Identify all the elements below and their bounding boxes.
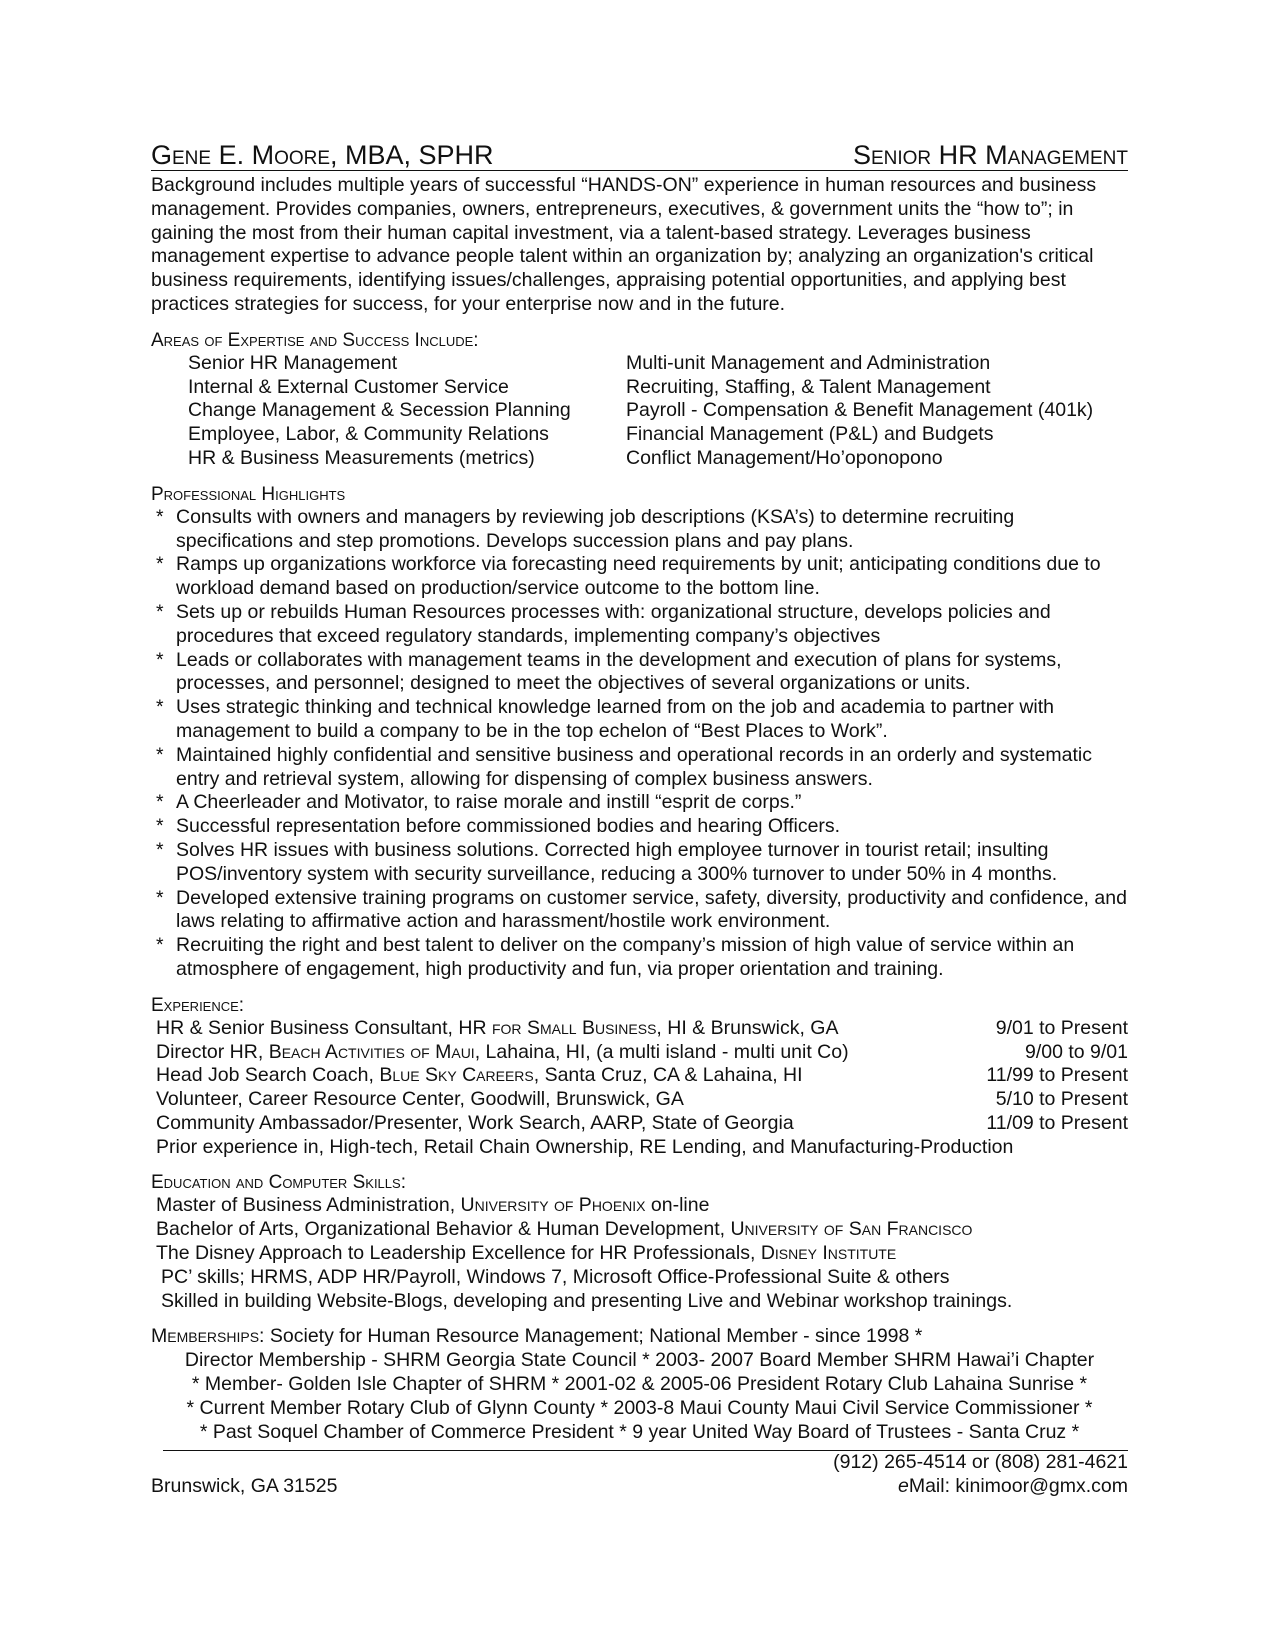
education-institution: Disney Institute <box>760 1242 897 1265</box>
experience-dates: 9/01 to Present <box>995 1016 1128 1039</box>
memberships-first-text: Society for Human Resource Management; National Member - since 1998 * <box>264 1325 923 1348</box>
highlight-item <box>151 791 1128 815</box>
experience-row <box>151 1064 1128 1088</box>
contact-email[interactable] <box>833 1475 1128 1499</box>
highlight-item <box>151 506 1128 554</box>
experience-row <box>151 1041 1128 1065</box>
highlight-item <box>151 934 1128 982</box>
highlight-text: Consults with owners and managers by reviewing job descriptions (KSA’s) to determine recruiting specifications and step promotions. Develops succession plans and pay plans. <box>176 505 1015 552</box>
expertise-item: Employee, Labor, & Community Relations <box>188 423 549 446</box>
highlight-item <box>151 815 1128 839</box>
education-heading: Education and Computer Skills: <box>151 1172 406 1194</box>
experience-row <box>151 1017 1128 1041</box>
resume-header <box>151 140 1128 171</box>
candidate-name: Gene E. Moore, MBA, SPHR <box>151 140 494 170</box>
memberships-heading: Memberships: <box>151 1325 265 1348</box>
expertise-item: Financial Management (P&L) and Budgets <box>626 423 994 446</box>
experience-location: , Santa Cruz, CA & Lahaina, HI <box>533 1064 803 1087</box>
bullet-star: * <box>156 648 164 671</box>
highlight-text: Leads or collaborates with management teams in the development and execution of plans for systems, processes, and personnel; designed to meet the objectives of several organizations or units. <box>176 648 1062 695</box>
bullet-star: * <box>156 934 164 957</box>
experience-dates: 11/99 to Present <box>986 1064 1128 1087</box>
bullet-star: * <box>156 815 164 838</box>
expertise-item: Multi-unit Management and Administration <box>626 351 991 374</box>
expertise-item: Internal & External Customer Service <box>188 375 509 398</box>
experience-org: Blue Sky Careers <box>379 1064 534 1087</box>
highlight-text: Uses strategic thinking and technical knowledge learned from on the job and academia to partner with management to build a company to be in the top echelon of “Best Places to Work”. <box>176 696 1055 742</box>
experience-role: Head Job Search Coach, <box>156 1064 380 1087</box>
highlight-item <box>151 696 1128 744</box>
expertise-grid <box>151 352 1128 471</box>
highlight-item <box>151 649 1128 697</box>
education-institution: University of San Francisco <box>730 1218 973 1241</box>
experience-position <box>156 1017 838 1041</box>
experience-dates: 5/10 to Present <box>995 1088 1128 1111</box>
highlight-text: Solves HR issues with business solutions. Corrected high employee turnover in tourist retail; insulting POS/inventory system with security surveillance, reducing a 300% turnover to under 50% in 4 months. <box>176 838 1058 885</box>
education-list <box>151 1194 1128 1313</box>
experience-location: , HI & Brunswick, GA <box>656 1016 839 1039</box>
experience-list <box>151 1017 1128 1136</box>
education-row <box>151 1242 1128 1266</box>
contact-footer <box>151 1451 1128 1499</box>
membership-line: * Current Member Rotary Club of Glynn County * 2003-8 Maui County Maui Civil Service Commissioner * <box>186 1396 1093 1419</box>
bullet-star: * <box>156 791 164 814</box>
highlight-text: Developed extensive training programs on customer service, safety, diversity, productivity and confidence, and laws relating to affirmative action and harassment/hostile work environment. <box>176 886 1127 933</box>
experience-heading: Experience: <box>151 994 245 1016</box>
experience-dates: 9/00 to 9/01 <box>1024 1040 1128 1063</box>
email-prefix: e <box>897 1475 909 1498</box>
summary-paragraph: Background includes multiple years of successful “HANDS-ON” experience in human resources and business management. Provides companies, owners, entrepreneurs, executives, & government units the “how to”; in gaining the most from their human capital investment, via a talent-based strategy. Leverages business management expertise to advance people talent within an organization by; analyzing an organization's critical business requirements, identifying issues/challenges, appraising potential opportunities, and applying best practices strategies for success, for your enterprise now and in the future. <box>151 174 1097 315</box>
memberships-first-line <box>151 1325 1128 1349</box>
expertise-item: Senior HR Management <box>188 351 398 374</box>
experience-row <box>151 1112 1128 1136</box>
highlights-list <box>151 506 1128 982</box>
membership-line: Director Membership - SHRM Georgia State Council * 2003- 2007 Board Member SHRM Hawai’i Chapter <box>184 1349 1095 1372</box>
highlight-text: Recruiting the right and best talent to deliver on the company’s mission of high value of service within an atmosphere of engagement, high productivity and fun, via proper orientation and training. <box>176 934 1075 980</box>
expertise-item: Recruiting, Staffing, & Talent Management <box>626 375 991 398</box>
expertise-item: Change Management & Secession Planning <box>188 399 571 422</box>
experience-position <box>156 1041 849 1065</box>
contact-right <box>833 1451 1128 1499</box>
highlight-text: Sets up or rebuilds Human Resources processes with: organizational structure, develops policies and procedures that exceed regulatory standards, implementing company’s objectives <box>176 600 1051 647</box>
experience-location: , Lahaina, HI, (a multi island - multi unit Co) <box>474 1040 849 1063</box>
contact-city: Brunswick, GA 31525 <box>151 1475 338 1498</box>
highlight-item <box>151 839 1128 887</box>
candidate-title: Senior HR Management <box>852 140 1128 170</box>
bullet-star: * <box>156 743 164 766</box>
experience-org: for Small Business <box>491 1016 657 1039</box>
experience-position <box>156 1088 684 1112</box>
experience-position <box>156 1064 803 1088</box>
experience-org: Beach Activities of Maui <box>268 1040 475 1063</box>
skill-row: PC’ skills; HRMS, ADP HR/Payroll, Windows 7, Microsoft Office-Professional Suite & others <box>161 1265 950 1288</box>
membership-line: * Member- Golden Isle Chapter of SHRM * 2001-02 & 2005-06 President Rotary Club Lahaina Sunrise * <box>191 1373 1088 1396</box>
expertise-item: Conflict Management/Ho’oponopono <box>626 446 943 469</box>
expertise-item: Payroll - Compensation & Benefit Management (401k) <box>626 399 1094 422</box>
highlight-item <box>151 744 1128 792</box>
experience-row <box>151 1088 1128 1112</box>
bullet-star: * <box>156 696 164 719</box>
expertise-item: HR & Business Measurements (metrics) <box>188 446 535 469</box>
bullet-star: * <box>156 838 164 861</box>
education-note: on-line <box>645 1194 710 1217</box>
skill-row: Skilled in building Website-Blogs, developing and presenting Live and Webinar workshop trainings. <box>161 1289 1013 1312</box>
experience-role: Community Ambassador/Presenter, Work Search, AARP, State of Georgia <box>156 1111 794 1134</box>
prior-experience: Prior experience in, High-tech, Retail Chain Ownership, RE Lending, and Manufacturing-Production <box>156 1135 1014 1158</box>
experience-position <box>156 1112 794 1136</box>
experience-role: HR & Senior Business Consultant, HR <box>156 1016 492 1039</box>
experience-role: Volunteer, Career Resource Center, Goodwill, Brunswick, GA <box>156 1088 684 1111</box>
education-degree: Master of Business Administration, <box>156 1194 461 1217</box>
education-degree: The Disney Approach to Leadership Excellence for HR Professionals, <box>156 1242 761 1265</box>
education-institution: University of Phoenix <box>460 1194 646 1217</box>
highlights-heading: Professional Highlights <box>151 483 346 505</box>
resume-page <box>151 140 1128 1499</box>
bullet-star: * <box>156 553 164 576</box>
expertise-heading: Areas of Expertise and Success Include: <box>151 329 479 351</box>
email-text: Mail: kinimoor@gmx.com <box>908 1475 1128 1498</box>
contact-phone: (912) 265-4514 or (808) 281-4621 <box>833 1451 1128 1474</box>
highlight-text: Ramps up organizations workforce via forecasting need requirements by unit; anticipating conditions due to workload demand based on production/service outcome to the bottom line. <box>176 553 1101 600</box>
experience-role: Director HR, <box>156 1040 269 1063</box>
education-degree: Bachelor of Arts, Organizational Behavior & Human Development, <box>156 1218 731 1241</box>
highlight-item <box>151 553 1128 601</box>
bullet-star: * <box>156 886 164 909</box>
education-row <box>151 1218 1128 1242</box>
highlight-item <box>151 601 1128 649</box>
membership-line: * Past Soquel Chamber of Commerce President * 9 year United Way Board of Trustees - Santa Cruz * <box>199 1420 1080 1443</box>
memberships-list <box>151 1349 1128 1444</box>
bullet-star: * <box>156 600 164 623</box>
highlight-text: Maintained highly confidential and sensitive business and operational records in an orderly and systematic entry and retrieval system, allowing for dispensing of complex business answers. <box>176 743 1092 790</box>
highlight-item <box>151 887 1128 935</box>
education-row <box>151 1194 1128 1218</box>
highlight-text: Successful representation before commissioned bodies and hearing Officers. <box>176 815 841 838</box>
bullet-star: * <box>156 505 164 528</box>
experience-dates: 11/09 to Present <box>986 1111 1128 1134</box>
highlight-text: A Cheerleader and Motivator, to raise morale and instill “esprit de corps.” <box>176 791 802 814</box>
